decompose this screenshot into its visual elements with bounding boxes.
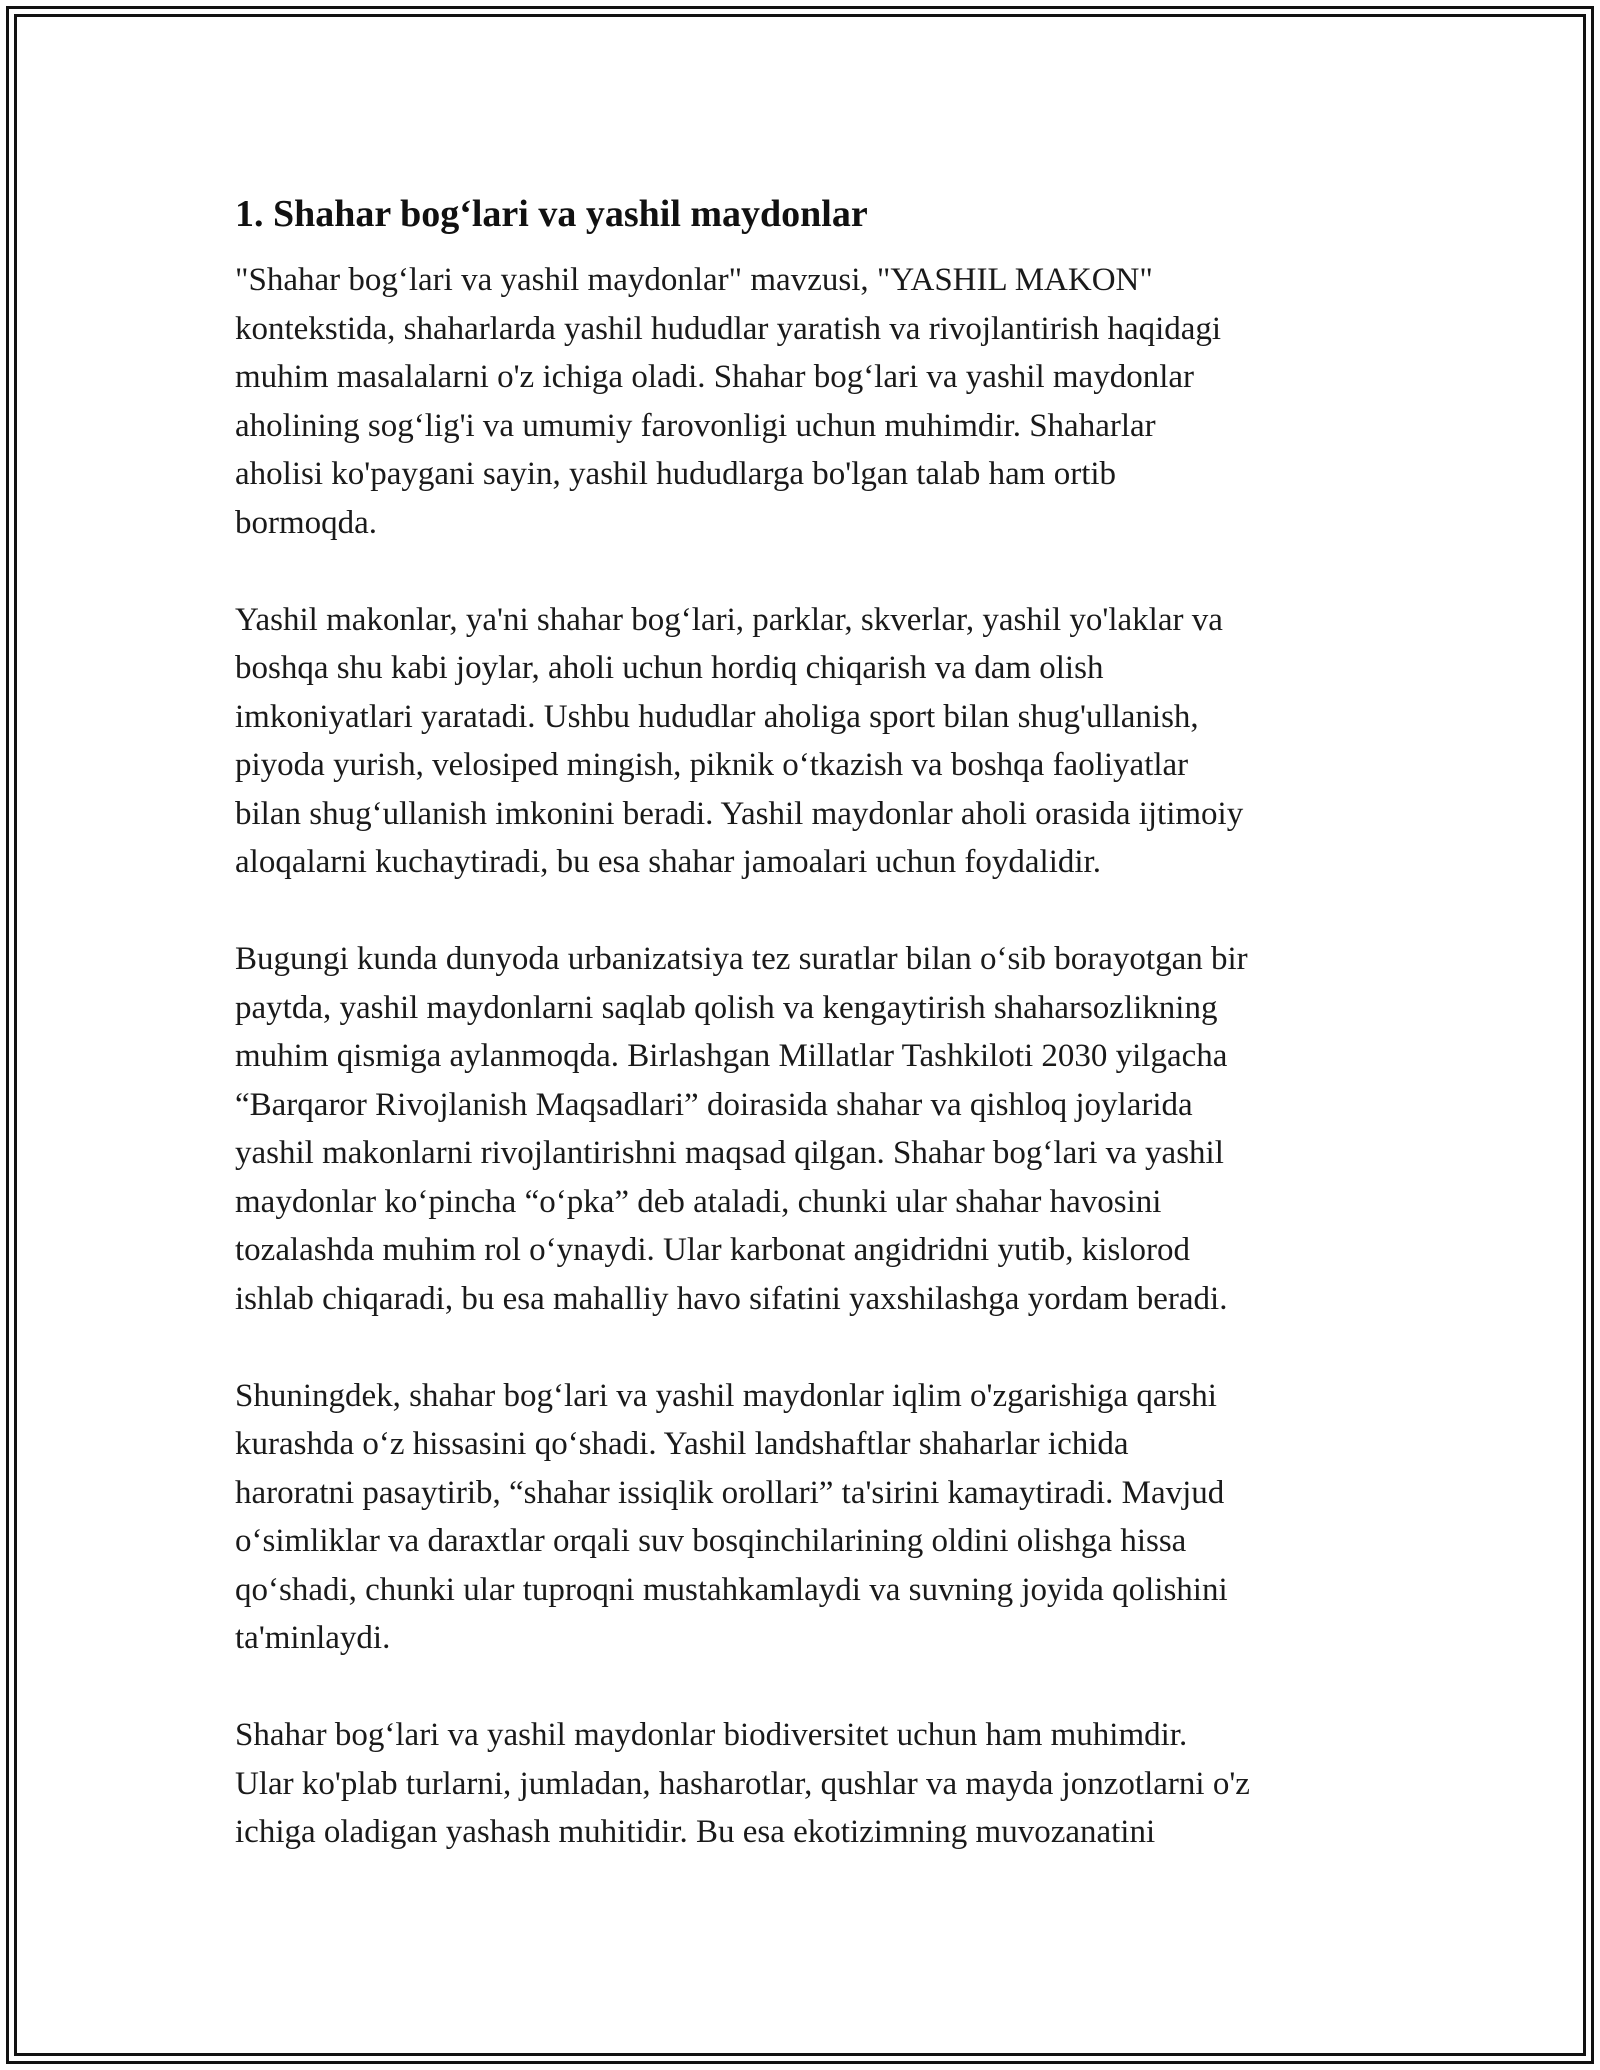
paragraph-3: Bugungi kunda dunyoda urbanizatsiya tez suratlar bilan o‘sib borayotgan bir paytda, yashil maydonlarni saqlab qolish va kengaytirish shaharsozlikning muhim qismiga aylanmoqda. Birlashgan Millatlar Tashkiloti 2030 yilgacha “Barqaror Rivojlanish Maqsadlari” doirasida shahar va qishloq joylarida yashil makonlarni rivojlantirishni maqsad qilgan. Shahar bog‘lari va yashil maydonlar ko‘pincha “o‘pka” deb ataladi, chunki ular shahar havosini tozalashda muhim rol o‘ynaydi. Ular karbonat angidridni yutib, kislorod ishlab chiqaradi, bu esa mahalliy havo sifatini yaxshilashga yordam beradi.: [235, 941, 1248, 1317]
paragraph-5: Shahar bog‘lari va yashil maydonlar biodiversitet uchun ham muhimdir. Ular ko'plab turlarni, jumladan, hasharotlar, qushlar va mayda jonzotlarni o'z ichiga oladigan yashash muhitidir. Bu esa ekotizimning muvozanatini: [235, 1717, 1250, 1850]
paragraph-1: "Shahar bog‘lari va yashil maydonlar" mavzusi, "YASHIL MAKON" kontekstida, shaharlarda yashil hududlar yaratish va rivojlantirish haqidagi muhim masalalarni o'z ichiga oladi. Shahar bog‘lari va yashil maydonlar aholining sog‘lig'i va umumiy farovonligi uchun muhimdir. Shaharlar aholisi ko'paygani sayin, yashil hududlarga bo'lgan talab ham ortib bormoqda.: [235, 262, 1222, 541]
paragraph-4: Shuningdek, shahar bog‘lari va yashil maydonlar iqlim o'zgarishiga qarshi kurashda o‘z hissasini qo‘shadi. Yashil landshaftlar shaharlar ichida haroratni pasaytirib, “shahar issiqlik orollari” ta'sirini kamaytiradi. Mavjud o‘simliklar va daraxtlar orqali suv bosqinchilarining oldini olishga hissa qo‘shadi, chunki ular tuproqni mustahkamlaydi va suvning joyida qolishini ta'minlaydi.: [235, 1377, 1228, 1656]
document-body: [235, 184, 1375, 1905]
paragraph-2: Yashil makonlar, ya'ni shahar bog‘lari, parklar, skverlar, yashil yo'laklar va boshqa shu kabi joylar, aholi uchun hordiq chiqarish va dam olish imkoniyatlari yaratadi. Ushbu hududlar aholiga sport bilan shug'ullanish, piyoda yurish, velosiped mingish, piknik o‘tkazish va boshqa faoliyatlar bilan shug‘ullanish imkonini beradi. Yashil maydonlar aholi orasida ijtimoiy aloqalarni kuchaytiradi, bu esa shahar jamoalari uchun foydalidir.: [235, 601, 1244, 880]
section-heading: 1. Shahar bog‘lari va yashil maydonlar: [235, 193, 868, 235]
